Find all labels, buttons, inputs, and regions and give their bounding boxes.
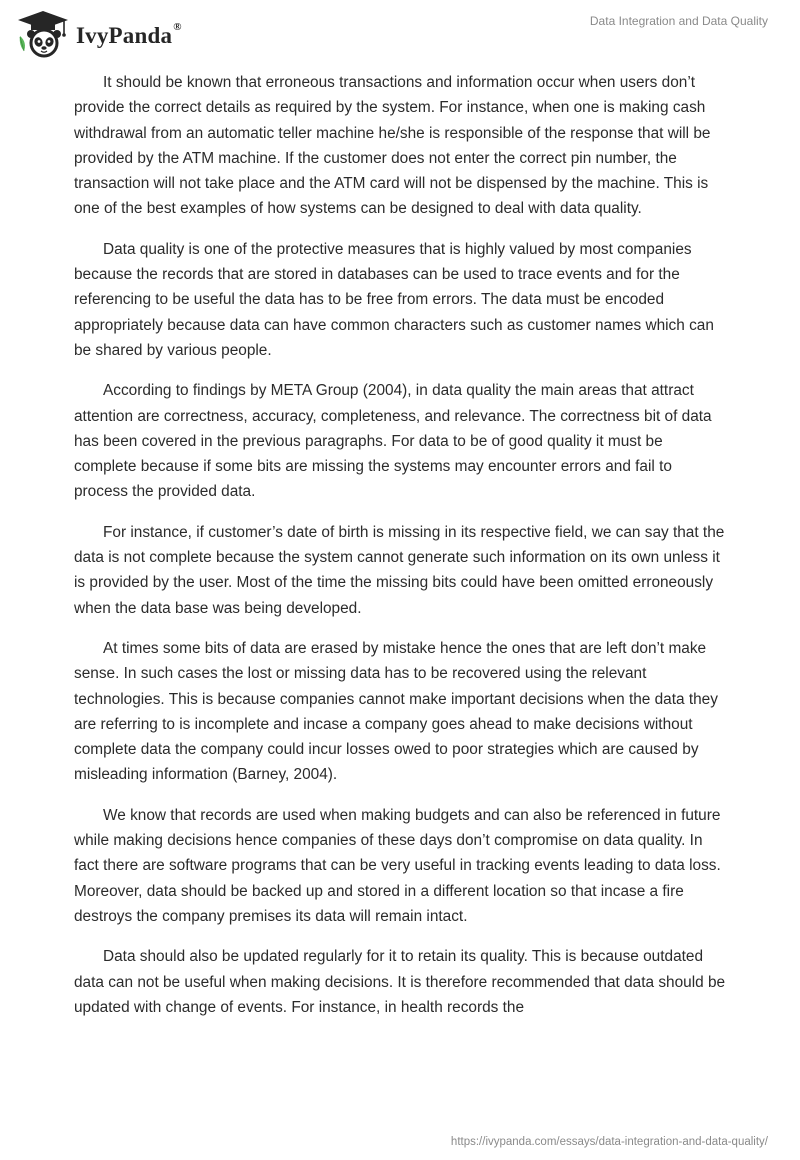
- paragraph-7: Data should also be updated regularly for it to retain its quality. This is because outdated data can not be useful when making decisions. It is therefore recommended that data should be updated with change of events. For instance, in health records the: [74, 948, 726, 1016]
- panda-graduate-icon: [14, 8, 72, 60]
- paragraph-3: According to findings by META Group (2004), in data quality the main areas that attract attention are correctness, accuracy, completeness, and relevance. The correctness bit of data has been covered in the previous paragraphs. For data to be of good quality it must be complete because if some bits are missing the systems may encounter errors and fail to process the provided data.: [74, 382, 712, 501]
- paragraph-1: It should be known that erroneous transactions and information occur when users don’t provide the correct details as required by the system. For instance, when one is making cash withdrawal from an automatic teller machine he/she is responsible of the response that will be provided by the ATM machine. If the customer does not enter the correct pin number, the transaction will not take place and the ATM card will not be dispensed by the machine. This is one of the best examples of how systems can be designed to deal with data quality.: [74, 74, 711, 218]
- paragraph-6: We know that records are used when making budgets and can also be referenced in future while making decisions hence companies of these days don’t compromise on data quality. In fact there are software programs that can be very useful in tracking events leading to data loss. Moreover, data should be backed up and stored in a different location so that incase a fire destroys the company premises its data will remain intact.: [74, 806, 721, 925]
- paragraph-4: For instance, if customer’s date of birth is missing in its respective field, we can say that the data is not complete because the system cannot generate such information on its own unless it is provided by the user. Most of the time the missing bits could have been omitted erroneously when the data base was being developed.: [74, 523, 725, 617]
- page-header: [0, 0, 800, 70]
- paragraph-5: At times some bits of data are erased by mistake hence the ones that are left don’t make sense. In such cases the lost or missing data has to be recovered using the relevant technologies. This is because companies cannot make important decisions when the data they are referring to is incomplete and incase a company goes ahead to make decisions without complete data the company could incur losses owed to poor strategies which are caused by misleading information (Barney, 2004).: [74, 639, 718, 784]
- document-title: Data Integration and Data Quality: [589, 14, 768, 28]
- essay-body: [74, 70, 726, 1035]
- brand-name-text: IvyPanda: [76, 23, 173, 48]
- source-url-link[interactable]: https://ivypanda.com/essays/data-integration-and-data-quality/: [450, 1136, 768, 1148]
- paragraph-2: Data quality is one of the protective measures that is highly valued by most companies because the records that are stored in databases can be used to trace events and for the referencing to be useful the data has to be free from errors. The data must be encoded appropriately because data can have common characters such as customer names which can be shared by various people.: [74, 240, 714, 359]
- trademark-symbol: ®: [173, 21, 182, 34]
- brand-name: [76, 23, 182, 49]
- brand-logo[interactable]: [14, 8, 182, 60]
